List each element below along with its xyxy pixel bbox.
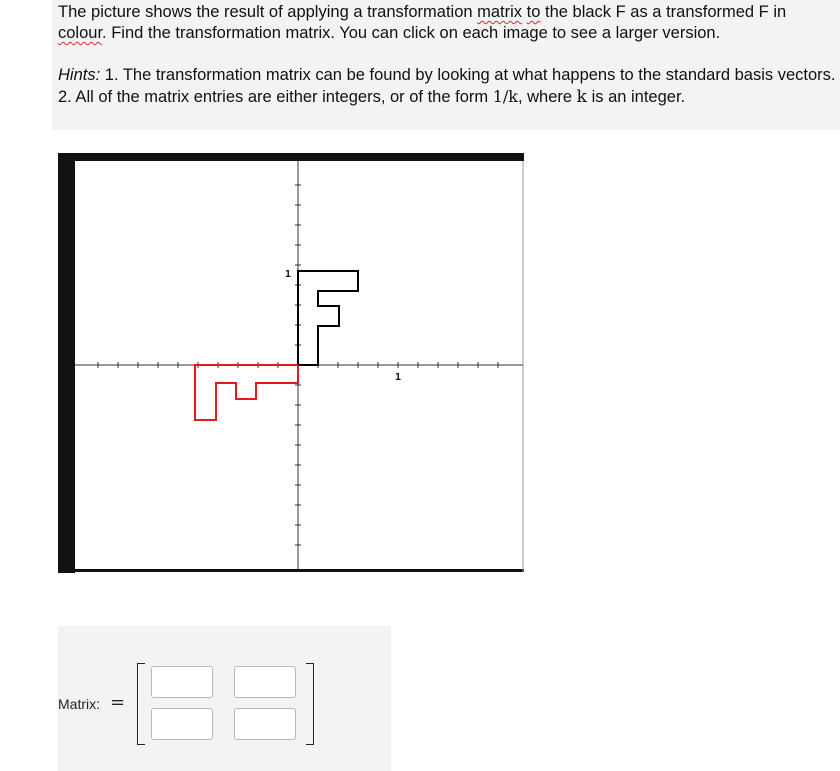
math-k: k	[576, 87, 587, 107]
graph-frame-left	[58, 153, 75, 573]
graph-frame-top	[58, 153, 524, 161]
graph-frame-bottom	[58, 569, 524, 572]
matrix-label: Matrix:	[58, 696, 100, 712]
problem-line-1: The picture shows the result of applying a transformation matrix to the black F as a transformed F in colour. Find the transformation matrix. You can click on each image to see a larger version.	[58, 3, 787, 42]
matrix-entry-row2-col2[interactable]	[234, 708, 296, 740]
graph-background	[58, 153, 524, 573]
matrix-equals-sign: =	[110, 692, 126, 713]
x-axis-unit-label: 1	[395, 372, 402, 383]
hints-label: Hints:	[58, 66, 101, 84]
problem-statement	[58, 2, 838, 108]
hint-2: 2. All of the matrix entries are either integers, or of the form 1/k, where k is an integer.	[58, 87, 686, 107]
spellcheck-word-colour: colour	[58, 24, 103, 42]
spellcheck-word-matrix: matrix	[477, 3, 523, 21]
spellcheck-word-to: to	[526, 3, 541, 21]
transformation-graph[interactable]	[58, 153, 524, 573]
matrix-entry-row1-col2[interactable]	[234, 666, 296, 698]
y-axis-unit-label: 1	[285, 269, 292, 280]
matrix-right-bracket	[306, 663, 314, 745]
matrix-entry-row2-col1[interactable]	[151, 708, 213, 740]
hint-1: Hints: 1. The transformation matrix can be found by looking at what happens to the standard basis vectors.	[58, 66, 836, 84]
matrix-entry-row1-col1[interactable]	[151, 666, 213, 698]
transformation-graph-image[interactable]	[58, 153, 524, 573]
matrix-answer-panel	[58, 626, 391, 771]
math-one-over-k: 1/k	[492, 87, 518, 106]
matrix-left-bracket	[137, 663, 145, 745]
